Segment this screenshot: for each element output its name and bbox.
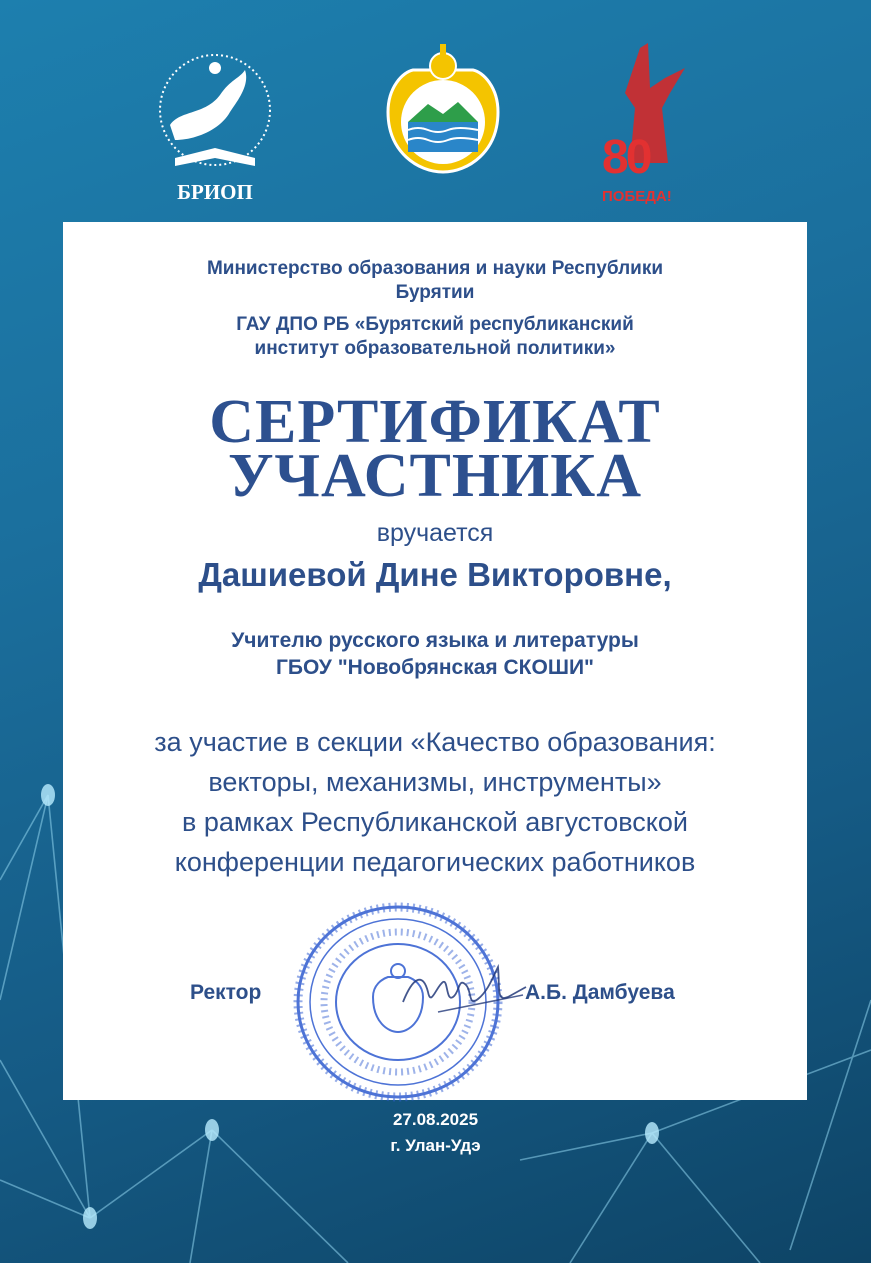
issue-date: 27.08.2025 [392,1110,479,1129]
description-line-2: векторы, механизмы, инструменты» [208,767,662,797]
certificate-title-line-1: СЕРТИФИКАТ [209,388,661,456]
description-line-4: конференции педагогических работников [174,847,696,877]
awarded-text: вручается [376,519,494,547]
org-line-3: ГАУ ДПО РБ «Бурятский республиканский [236,314,634,335]
signer-name: А.Б. Дамбуева [525,981,675,1004]
position-line-2: ГБОУ "Новобрянская СКОШИ" [275,656,594,679]
certificate-title-line-2: УЧАСТНИКА [228,442,642,510]
org-line-1: Министерство образования и науки Республики [206,258,664,279]
description-line-3: в рамках Республиканской августовской [182,807,688,837]
signer-role: Ректор [190,981,262,1004]
certificate-card [63,222,807,1100]
issue-city: г. Улан-Удэ [390,1136,481,1155]
victory-80-logo [600,38,695,213]
handwritten-signature-icon [398,957,528,1027]
position-line-1: Учителю русского языка и литературы [231,629,639,652]
org-line-4: институт образовательной политики» [254,338,616,359]
briop-logo-icon [150,40,280,185]
buryatia-coat-of-arms [378,42,508,182]
victory-80-number: 80 [602,131,650,184]
recipient-name: Дашиевой Дине Викторовне, [198,556,672,593]
briop-logo-label: БРИОП [177,180,253,204]
org-line-2: Бурятии [395,282,475,303]
buryatia-coat-of-arms-icon [378,42,508,182]
briop-logo [150,40,280,205]
victory-80-label: ПОБЕДА! [602,188,672,205]
description-line-1: за участие в секции «Качество образования: [154,727,716,757]
